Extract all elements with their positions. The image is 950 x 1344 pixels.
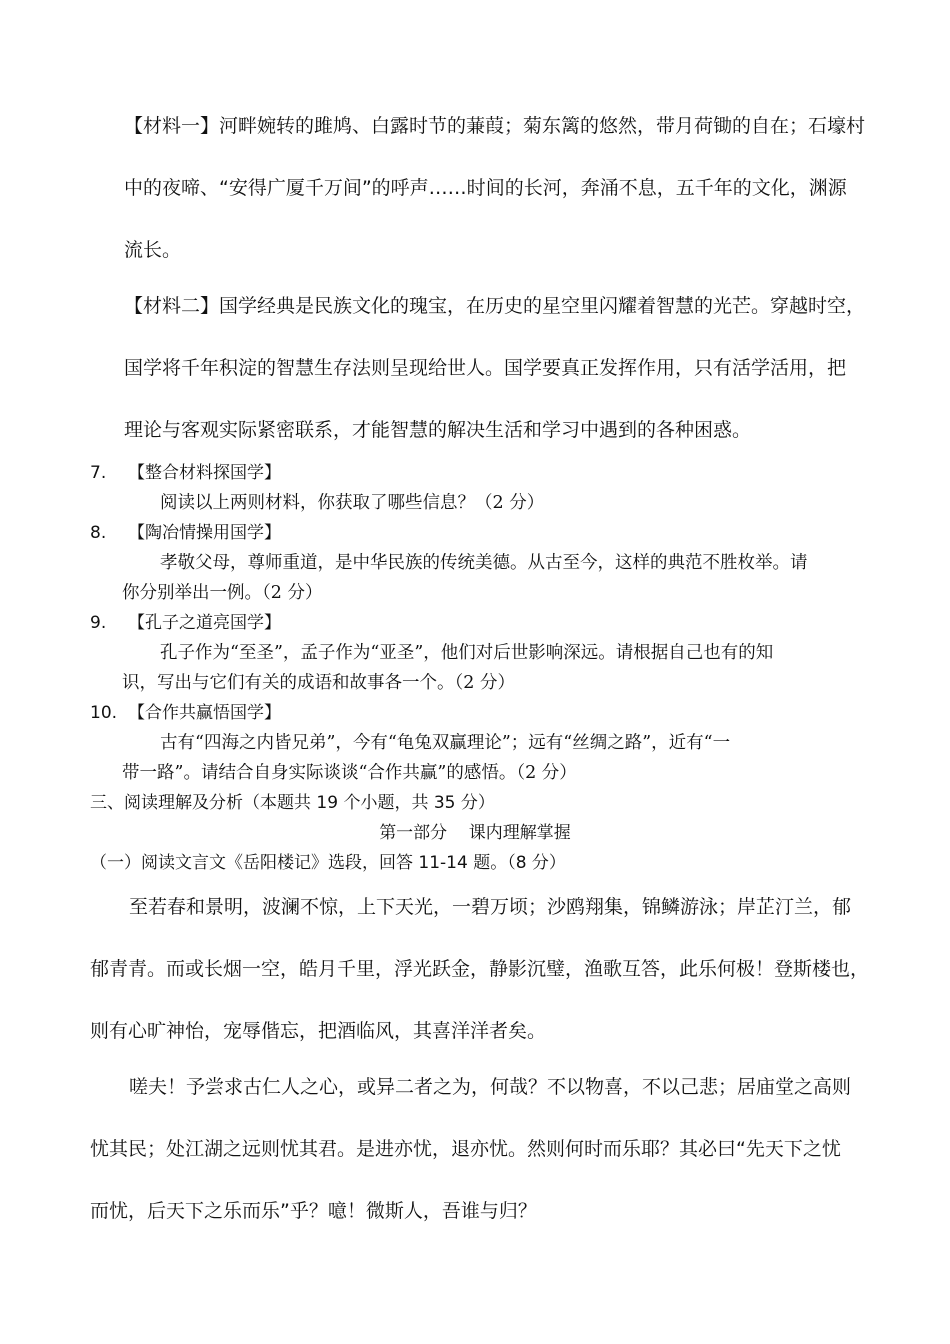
question-9-text-1: 孔子作为“至圣”，孟子作为“亚圣”，他们对后世影响深远。请根据自己也有的知	[160, 643, 774, 663]
sub-heading: （一）阅读文言文《岳阳楼记》选段，回答 11-14 题。（8 分）	[90, 853, 566, 873]
section-3-heading: 三、阅读理解及分析（本题共 19 个小题，共 35 分）	[90, 793, 495, 813]
question-8-text-2: 你分别举出一例。（2 分）	[122, 583, 323, 603]
material2-line-1: 【材料二】国学经典是民族文化的瑰宝，在历史的星空里闪耀着智慧的光芒。穿越时空，	[124, 295, 866, 317]
material2-line-3: 理论与客观实际紧密联系，才能智慧的解决生活和学习中遇到的各种困惑。	[124, 419, 752, 441]
question-title: 【整合材料探国学】	[128, 463, 281, 483]
question-number: 8.	[90, 523, 107, 543]
passage-para2-line-1: 嗟夫！予尝求古仁人之心，或异二者之为，何哉？不以物喜，不以己悲；居庙堂之高则	[129, 1076, 852, 1098]
question-7-title-row	[90, 461, 281, 485]
question-9-text-2: 识，写出与它们有关的成语和故事各一个。（2 分）	[122, 673, 515, 693]
question-10-text-2: 带一路”。请结合自身实际谈谈“合作共赢”的感悟。（2 分）	[122, 763, 577, 783]
question-8-title-row	[90, 521, 281, 545]
question-number: 10.	[90, 703, 118, 723]
part-title: 第一部分 课内理解掌握	[379, 823, 571, 843]
question-number: 7.	[90, 463, 107, 483]
question-number: 9.	[90, 613, 107, 633]
question-10-text-1: 古有“四海之内皆兄弟”，今有“龟兔双赢理论”；远有“丝绸之路”，近有“一	[160, 733, 731, 753]
question-10-title-row	[90, 701, 281, 725]
material2-line-2: 国学将千年积淀的智慧生存法则呈现给世人。国学要真正发挥作用，只有活学活用，把	[124, 357, 847, 379]
question-title: 【陶冶情操用国学】	[128, 523, 281, 543]
question-9-title-row	[90, 611, 281, 635]
material1-line-3: 流长。	[124, 239, 182, 261]
passage-para2-line-2: 忧其民；处江湖之远则忧其君。是进亦忧，退亦忧。然则何时而乐耶？其必曰“先天下之忧	[90, 1138, 841, 1160]
question-7-text-1: 阅读以上两则材料，你获取了哪些信息？（2 分）	[160, 493, 545, 513]
passage-para1-line-2: 郁青青。而或长烟一空，皓月千里，浮光跃金，静影沉璧，渔歌互答，此乐何极！登斯楼也，	[90, 958, 870, 980]
question-title: 【合作共赢悟国学】	[128, 703, 281, 723]
question-8-text-1: 孝敬父母，尊师重道，是中华民族的传统美德。从古至今，这样的典范不胜枚举。请	[160, 553, 808, 573]
passage-para1-line-1: 至若春和景明，波澜不惊，上下天光，一碧万顷；沙鸥翔集，锦鳞游泳；岸芷汀兰，郁	[129, 896, 852, 918]
material1-line-1: 【材料一】河畔婉转的雎鸠、白露时节的蒹葭；菊东篱的悠然，带月荷锄的自在；石壕村	[124, 115, 866, 137]
passage-para1-line-3: 则有心旷神怡，宠辱偕忘，把酒临风，其喜洋洋者矣。	[90, 1020, 547, 1042]
question-title: 【孔子之道亮国学】	[128, 613, 281, 633]
material1-line-2: 中的夜啼、“安得广厦千万间”的呼声……时间的长河，奔涌不息，五千年的文化，渊源	[124, 177, 847, 199]
passage-para2-line-3: 而忧，后天下之乐而乐”乎？噫！微斯人，吾谁与归？	[90, 1200, 537, 1222]
